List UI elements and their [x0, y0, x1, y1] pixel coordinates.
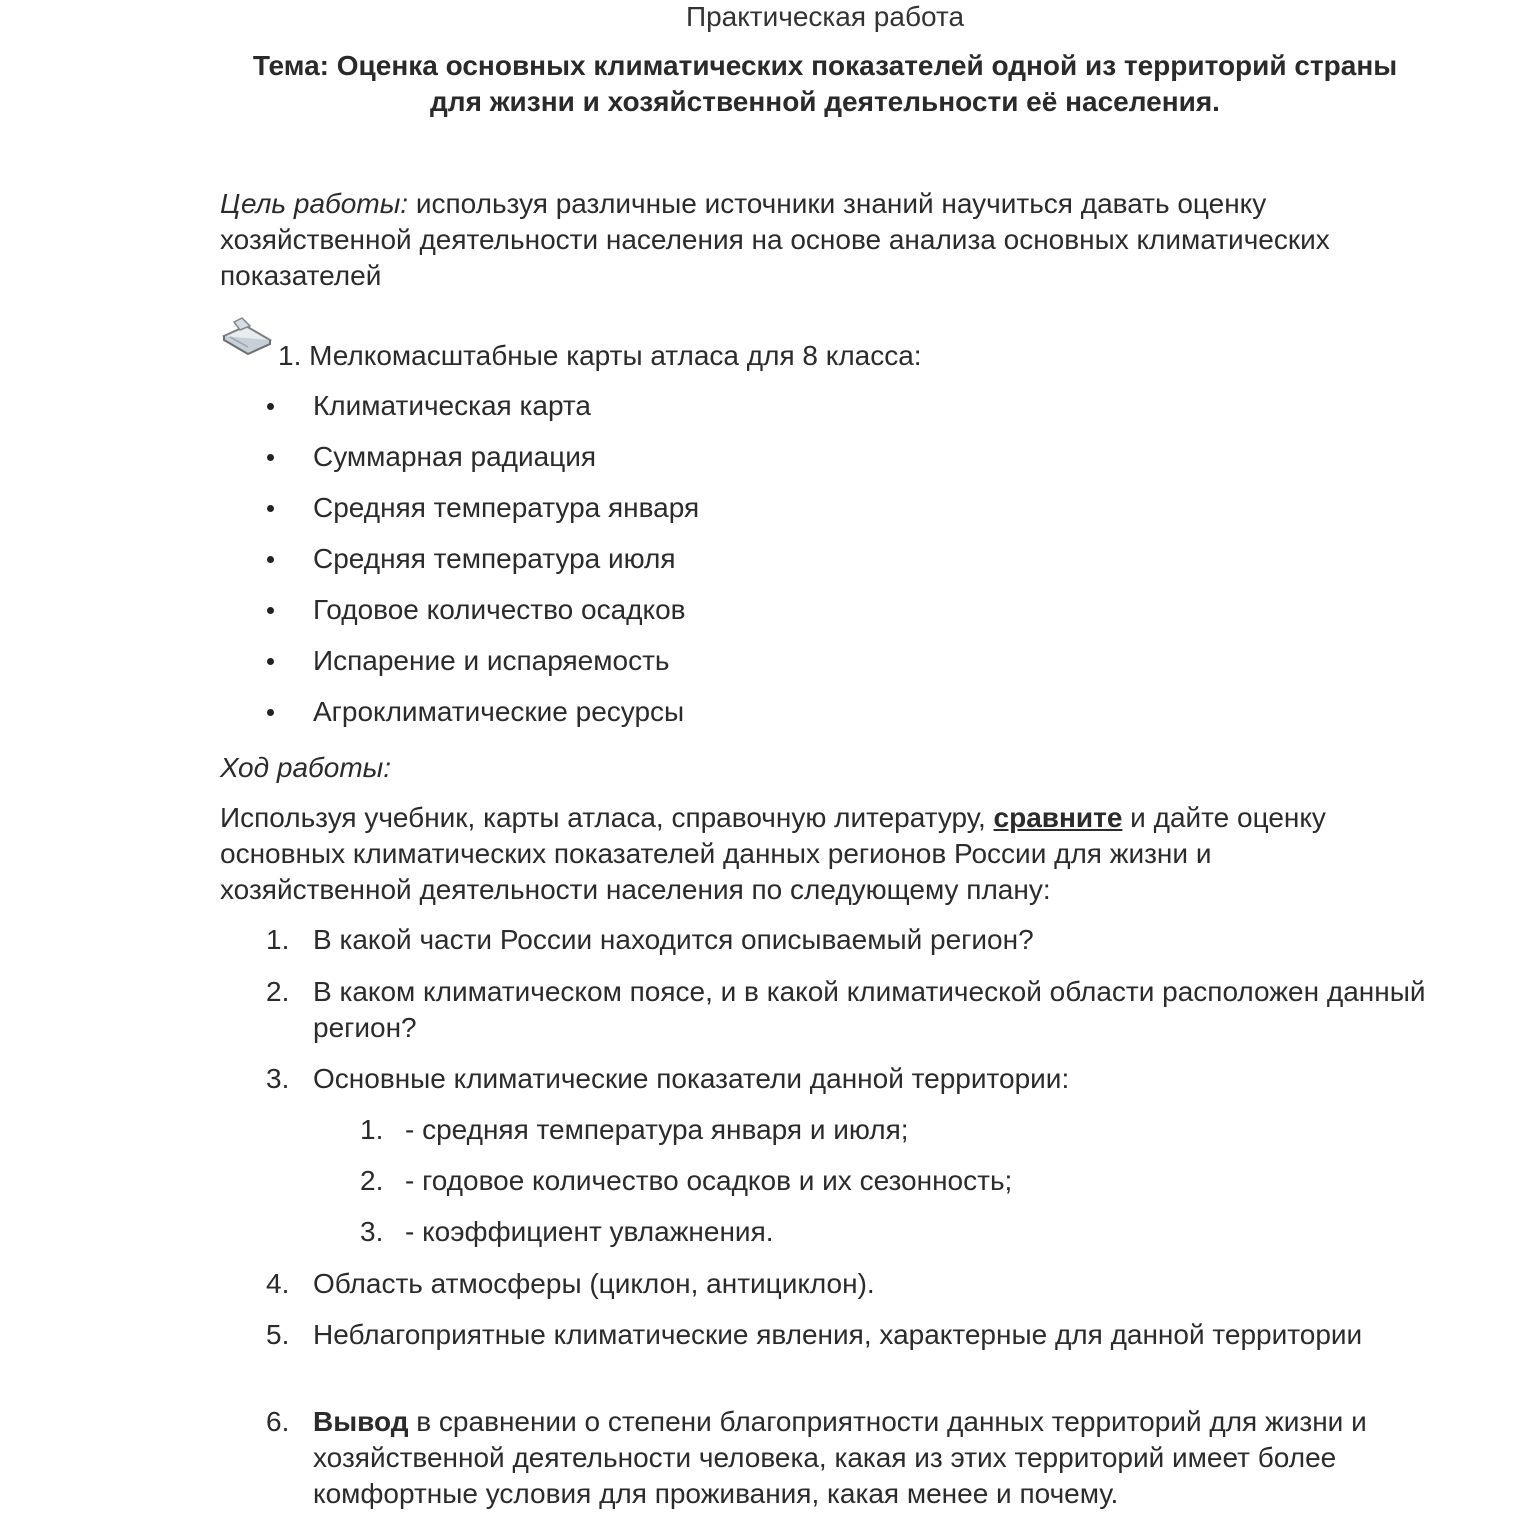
plan-item — [266, 1266, 1426, 1302]
plan-item-text — [313, 1404, 1426, 1512]
list-item-text: Годовое количество осадков — [313, 594, 686, 625]
bullet-icon — [267, 403, 274, 410]
plan-item-number: 4. — [266, 1268, 290, 1299]
instruction-text-after: и дайте оценку основных климатических показателей данных регионов России для жизни и хозяйственной деятельности населения по следующему плану: — [220, 802, 1326, 905]
list-item — [262, 541, 699, 592]
goal-text: используя различные источники знаний научиться давать оценку хозяйственной деятельности населения на основе анализа основных климатических показателей — [220, 188, 1330, 291]
bullet-icon — [267, 709, 274, 716]
list-item-text: Испарение и испаряемость — [313, 645, 670, 676]
subplan-item — [360, 1112, 1260, 1148]
sources-list — [262, 388, 699, 745]
cut-off-text-line — [220, 1525, 1020, 1533]
list-item — [262, 643, 699, 694]
subplan-item-text: - коэффициент увлажнения. — [405, 1216, 774, 1247]
subplan-item — [360, 1214, 1260, 1250]
list-item-text: Суммарная радиация — [313, 441, 597, 472]
plan-item — [266, 922, 1426, 958]
plan-item — [266, 1317, 1426, 1353]
bullet-icon — [267, 454, 274, 461]
list-item — [262, 439, 699, 490]
list-item-text: Климатическая карта — [313, 390, 591, 421]
subplan-item-number: 3. — [360, 1216, 384, 1247]
book-icon — [220, 316, 274, 356]
topic-heading: Тема: Оценка основных климатических показателей одной из территорий страны для жизни и хозяйственной деятельности её населения. — [252, 50, 1398, 117]
conclusion-text: в сравнении о степени благоприятности данных территорий для жизни и хозяйственной деятельности человека, какая из этих территорий имеет более комфортные условия для проживания, какая менее и почему. — [313, 1406, 1367, 1509]
instruction-paragraph — [220, 800, 1370, 908]
list-item-text: Средняя температура января — [313, 492, 700, 523]
plan-item-text: Неблагоприятные климатические явления, характерные для данной территории — [313, 1319, 1363, 1350]
bullet-icon — [267, 556, 274, 563]
subplan-item-text: - средняя температура января и июля; — [405, 1114, 909, 1145]
plan-item-number: 5. — [266, 1319, 290, 1350]
bullet-icon — [267, 658, 274, 665]
plan-item — [266, 1404, 1426, 1512]
bullet-icon — [267, 607, 274, 614]
plan-item-number: 3. — [266, 1063, 290, 1094]
instruction-emphasis: сравните — [993, 802, 1123, 833]
progress-label: Ход работы: — [220, 752, 392, 783]
plan-item-number: 6. — [266, 1406, 290, 1437]
plan-item-number: 1. — [266, 924, 290, 955]
plan-item-text: В каком климатическом поясе, и в какой климатической области расположен данный регион? — [313, 976, 1426, 1043]
goal-paragraph — [220, 186, 1420, 294]
subplan-item-text: - годовое количество осадков и их сезонность; — [405, 1165, 1013, 1196]
subplan-item-number: 1. — [360, 1114, 384, 1145]
instruction-text-before: Используя учебник, карты атласа, справочную литературу, — [220, 802, 994, 833]
goal-label: Цель работы: — [220, 188, 409, 219]
plan-item — [266, 974, 1426, 1046]
list-item — [262, 490, 699, 541]
subplan-item-number: 2. — [360, 1165, 384, 1196]
list-item — [262, 388, 699, 439]
plan-item-number: 2. — [266, 976, 290, 1007]
list-item — [262, 592, 699, 643]
bullet-icon — [267, 505, 274, 512]
subplan-item — [360, 1163, 1260, 1199]
list-item-text: Средняя температура июля — [313, 543, 676, 574]
plan-item — [266, 1061, 1426, 1097]
plan-item-text: В какой части России находится описываемый регион? — [313, 924, 1034, 955]
conclusion-bold: Вывод — [313, 1406, 409, 1437]
sources-title: 1. Мелкомасштабные карты атласа для 8 класса: — [278, 340, 922, 371]
list-item-text: Агроклиматические ресурсы — [313, 696, 685, 727]
plan-item-text: Область атмосферы (циклон, антициклон). — [313, 1268, 875, 1299]
list-item — [262, 694, 699, 745]
plan-item-text: Основные климатические показатели данной территории: — [313, 1063, 1070, 1094]
page-title: Практическая работа — [685, 1, 965, 32]
